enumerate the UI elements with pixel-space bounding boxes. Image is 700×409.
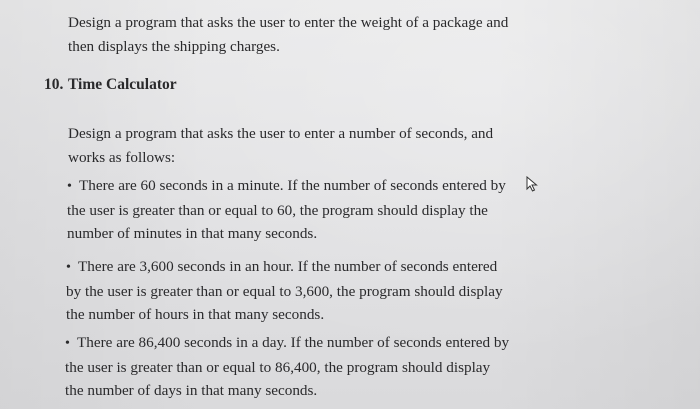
mouse-pointer-icon bbox=[526, 176, 538, 192]
section-number: 10. bbox=[44, 76, 64, 93]
description-line-1: Design a program that asks the user to enter a number of seconds, and bbox=[68, 125, 494, 142]
bullet-item-minutes bbox=[67, 174, 506, 246]
bullet-line: the user is greater than or equal to 86,400, the program should display bbox=[65, 358, 491, 376]
bullet-line bbox=[67, 174, 506, 199]
intro-line-1: Design a program that asks the user to enter the weight of a package and bbox=[68, 14, 509, 31]
bullet-line: the number of hours in that many seconds. bbox=[66, 306, 325, 323]
intro-paragraph bbox=[68, 11, 508, 58]
section-title: Time Calculator bbox=[68, 76, 177, 93]
bullet-marker: • bbox=[65, 336, 70, 351]
bullet-item-days bbox=[65, 331, 509, 403]
bullet-line bbox=[66, 255, 503, 280]
description-line-2: works as follows: bbox=[68, 148, 176, 166]
section-heading bbox=[44, 74, 177, 96]
description-paragraph bbox=[68, 122, 493, 169]
bullet-item-hours bbox=[66, 255, 503, 327]
bullet-text: There are 3,600 seconds in an hour. If the number of seconds entered bbox=[78, 258, 498, 275]
bullet-line bbox=[65, 331, 509, 356]
bullet-line: by the user is greater than or equal to 3,600, the program should display bbox=[66, 282, 503, 300]
intro-line-2: then displays the shipping charges. bbox=[68, 37, 280, 55]
bullet-marker: • bbox=[67, 179, 72, 194]
bullet-text: There are 86,400 seconds in a day. If the number of seconds entered by bbox=[77, 334, 510, 351]
bullet-line: number of minutes in that many seconds. bbox=[67, 225, 318, 242]
bullet-text: There are 60 seconds in a minute. If the number of seconds entered by bbox=[79, 177, 506, 194]
bullet-marker: • bbox=[66, 260, 71, 275]
bullet-line: the number of days in that many seconds. bbox=[65, 382, 318, 399]
bullet-line: the user is greater than or equal to 60, the program should display the bbox=[67, 201, 488, 219]
